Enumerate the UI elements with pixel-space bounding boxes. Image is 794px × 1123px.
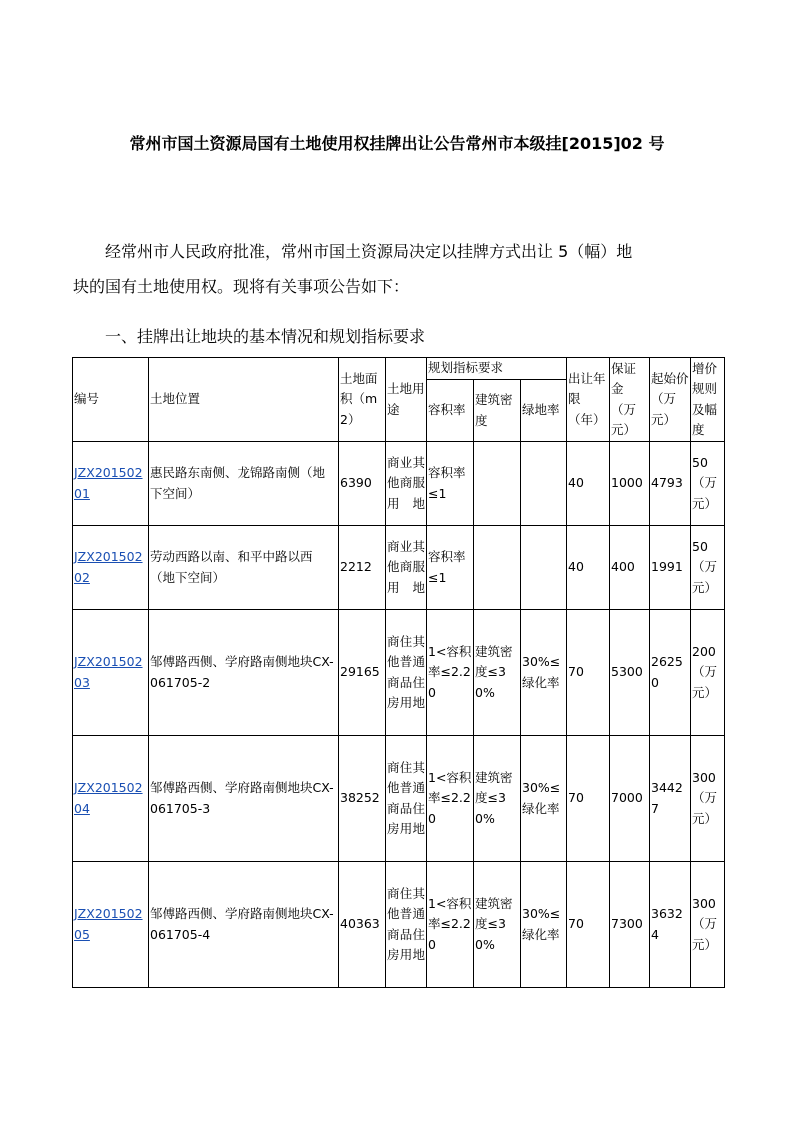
density-cell: 建筑密度≤30% [474,610,521,736]
start-price-cell: 34427 [650,736,691,862]
far-cell: 1<容积率≤2.20 [427,736,474,862]
table-row [73,736,725,862]
location-cell: 惠民路东南侧、龙锦路南侧（地下空间） [149,442,339,526]
header-code: 编号 [73,358,149,442]
land-parcel-table [72,357,725,988]
green-cell [521,442,567,526]
location-cell: 邹傅路西侧、学府路南侧地块CX-061705-2 [149,610,339,736]
header-increment: 增价规则及幅度 [691,358,725,442]
density-cell [474,526,521,610]
header-area: 土地面积（m2） [339,358,386,442]
header-planning-group: 规划指标要求 [427,358,567,380]
increment-cell: 300（万元） [691,862,725,988]
area-cell: 6390 [339,442,386,526]
area-cell: 40363 [339,862,386,988]
parcel-code-cell [73,736,149,862]
header-green: 绿地率 [521,380,567,442]
increment-cell: 50（万元） [691,526,725,610]
start-price-cell: 26250 [650,610,691,736]
term-cell: 70 [567,736,610,862]
far-cell: 1<容积率≤2.20 [427,862,474,988]
use-cell: 商住其他普通商品住房用地 [386,610,427,736]
density-cell [474,442,521,526]
section-heading: 一、挂牌出让地块的基本情况和规划指标要求 [105,327,426,346]
term-cell: 40 [567,442,610,526]
header-term: 出让年限（年） [567,358,610,442]
header-deposit: 保证金（万元） [610,358,650,442]
location-cell: 劳动西路以南、和平中路以西（地下空间） [149,526,339,610]
parcel-code-cell [73,526,149,610]
parcel-code-cell [73,862,149,988]
parcel-code-cell [73,610,149,736]
start-price-cell: 1991 [650,526,691,610]
term-cell: 70 [567,610,610,736]
deposit-cell: 7000 [610,736,650,862]
document-title: 常州市国土资源局国有土地使用权挂牌出让公告常州市本级挂[2015]02 号 [129,134,665,153]
header-start-price: 起始价（万元） [650,358,691,442]
intro-line-2: 块的国有土地使用权。现将有关事项公告如下： [73,277,410,296]
location-cell: 邹傅路西侧、学府路南侧地块CX-061705-4 [149,862,339,988]
header-far: 容积率 [427,380,474,442]
location-cell: 邹傅路西侧、学府路南侧地块CX-061705-3 [149,736,339,862]
use-cell: 商住其他普通商品住房用地 [386,736,427,862]
parcel-code-link[interactable]: JZX20150202 [74,549,143,585]
parcel-code-link[interactable]: JZX20150205 [74,906,143,942]
area-cell: 38252 [339,736,386,862]
header-density: 建筑密度 [474,380,521,442]
far-cell: 1<容积率≤2.20 [427,610,474,736]
density-cell: 建筑密度≤30% [474,736,521,862]
table-row [73,862,725,988]
deposit-cell: 7300 [610,862,650,988]
intro-paragraph [73,241,723,298]
area-cell: 2212 [339,526,386,610]
increment-cell: 300（万元） [691,736,725,862]
header-location: 土地位置 [149,358,339,442]
start-price-cell: 4793 [650,442,691,526]
green-cell: 30%≤绿化率 [521,736,567,862]
deposit-cell: 5300 [610,610,650,736]
far-cell: 容积率≤1 [427,442,474,526]
far-cell: 容积率≤1 [427,526,474,610]
header-use: 土地用途 [386,358,427,442]
parcel-code-link[interactable]: JZX20150204 [74,780,143,816]
table-row [73,442,725,526]
use-cell: 商住其他普通商品住房用地 [386,862,427,988]
density-cell: 建筑密度≤30% [474,862,521,988]
deposit-cell: 1000 [610,442,650,526]
parcel-code-link[interactable]: JZX20150201 [74,465,143,501]
term-cell: 40 [567,526,610,610]
term-cell: 70 [567,862,610,988]
green-cell [521,526,567,610]
use-cell: 商业其他商服用地 [386,442,427,526]
increment-cell: 50（万元） [691,442,725,526]
table-row [73,526,725,610]
use-cell: 商业其他商服用地 [386,526,427,610]
increment-cell: 200（万元） [691,610,725,736]
start-price-cell: 36324 [650,862,691,988]
green-cell: 30%≤绿化率 [521,610,567,736]
parcel-code-cell [73,442,149,526]
intro-line-1: 经常州市人民政府批准，常州市国土资源局决定以挂牌方式出让 5（幅）地 [105,242,633,261]
green-cell: 30%≤绿化率 [521,862,567,988]
deposit-cell: 400 [610,526,650,610]
table-row [73,610,725,736]
area-cell: 29165 [339,610,386,736]
parcel-code-link[interactable]: JZX20150203 [74,654,143,690]
